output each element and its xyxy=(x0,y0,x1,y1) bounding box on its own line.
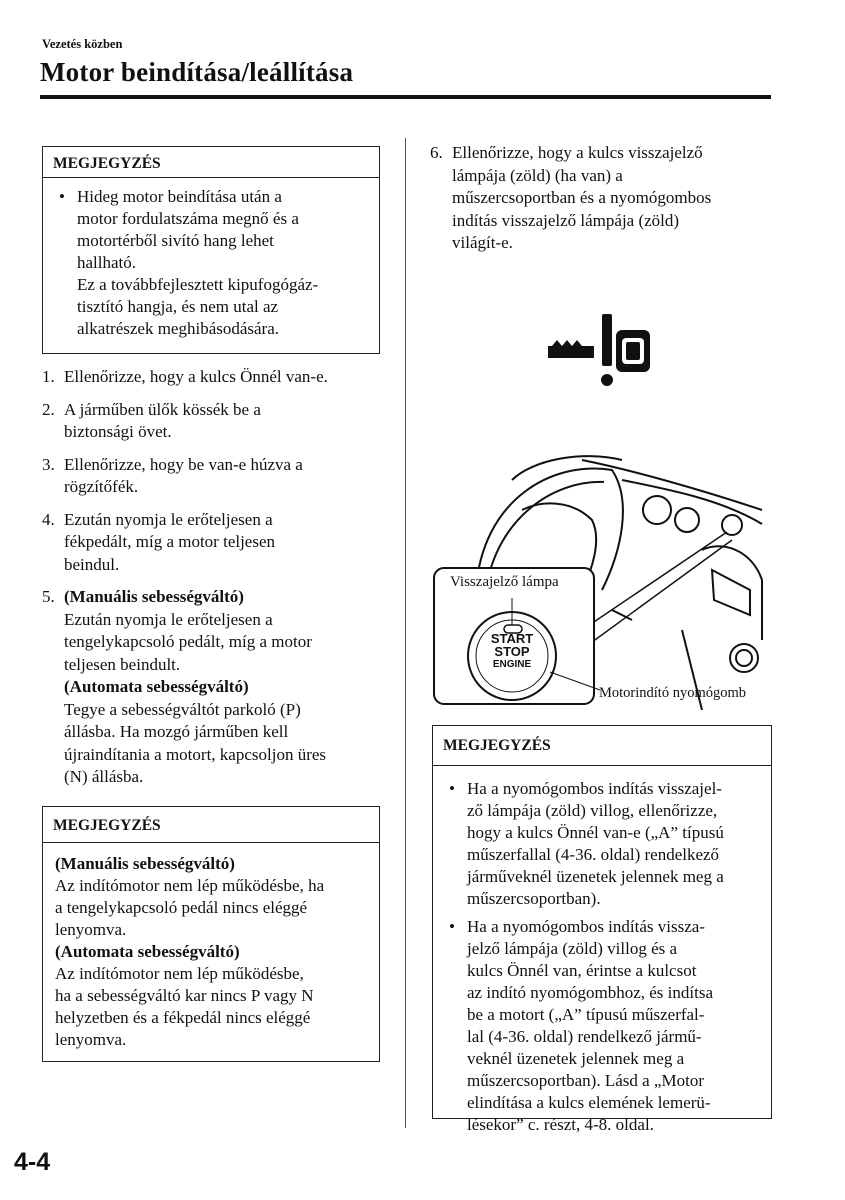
note-line: lenyomva. xyxy=(55,920,127,939)
step-line: (N) állásba. xyxy=(64,767,144,786)
note-line: elindítása a kulcs elemének lemerü- xyxy=(467,1093,711,1112)
note-line: lenyomva. xyxy=(55,1030,127,1049)
step-line: tengelykapcsoló pedált, míg a motor xyxy=(64,632,312,651)
bullet-dot: • xyxy=(59,187,65,206)
step-number: 5. xyxy=(42,587,55,606)
note-line: be a motort („A” típusú műszerfal- xyxy=(467,1005,705,1024)
note-line: hogy a kulcs Önnél van-e („A” típusú xyxy=(467,823,724,842)
note-heading: MEGJEGYZÉS xyxy=(43,147,379,178)
dashboard-top-line xyxy=(582,460,762,510)
step-line: Ezután nyomja le erőteljesen a xyxy=(64,609,273,629)
note-line: műszercsoportban). Lásd a „Motor xyxy=(467,1071,704,1090)
note-line: hallható. xyxy=(77,253,137,272)
step-line: világít-e. xyxy=(452,233,513,252)
note-line: kulcs Önnél van, érintse a kulcsot xyxy=(467,961,697,980)
key-warning-icon xyxy=(548,314,654,390)
note-heading: MEGJEGYZÉS xyxy=(43,807,379,843)
note-line: helyzetben és a fékpedál nincs eléggé xyxy=(55,1008,311,1027)
note-line: lal (4-36. oldal) rendelkező jármű- xyxy=(467,1027,702,1046)
note-box-flashing-indicator xyxy=(432,725,772,1134)
note-bullet xyxy=(445,916,759,1136)
note-box-starter xyxy=(42,806,380,1062)
note-line: műszerfallal (4-36. oldal) rendelkező xyxy=(467,845,720,864)
note-line: Hideg motor beindítása után a xyxy=(77,187,282,206)
step-number: 2. xyxy=(42,399,55,419)
note-subheading: (Automata sebességváltó) xyxy=(55,942,240,961)
page-number: 4-4 xyxy=(14,1148,51,1176)
step-line: A járműben ülők kössék be a xyxy=(64,399,261,419)
note-line: az indító nyomógombhoz, és indítsa xyxy=(467,983,713,1002)
step-line: Ellenőrizze, hogy a kulcs Önnél van-e. xyxy=(64,367,328,386)
step-line: műszercsoportban és a nyomógombos xyxy=(452,188,712,207)
note-line: ha a sebességváltó kar nincs P vagy N xyxy=(55,986,314,1005)
note-line: tisztító hangja, és nem utal az xyxy=(77,297,279,316)
engine-text: ENGINE xyxy=(492,659,532,670)
step-line: állásba. Ha mozgó járműben kell xyxy=(64,722,289,741)
step-subheading: (Manuális sebességváltó) xyxy=(64,587,244,606)
note-line: Ha a nyomógombos indítás visszajel- xyxy=(467,779,722,798)
note-heading: MEGJEGYZÉS xyxy=(433,726,771,766)
step-line: Ezután nyomja le erőteljesen a xyxy=(64,509,273,529)
step-line: újraindítania a motort, kapcsoljon üres xyxy=(64,744,327,764)
step-item xyxy=(42,586,392,789)
note-line: Ha a nyomógombos indítás vissza- xyxy=(467,917,705,936)
step-list-right xyxy=(430,142,775,265)
note-line: veknél üzenetek jelennek meg a xyxy=(467,1049,685,1068)
note-line: műszercsoportban). xyxy=(467,889,601,908)
step-number: 3. xyxy=(42,454,55,474)
note-box-cold-start xyxy=(42,146,380,354)
start-text: START xyxy=(490,631,534,646)
bullet-dot: • xyxy=(449,917,455,936)
note-line: járműveknél üzenetek jelennek meg a xyxy=(467,867,724,886)
step-subheading: (Automata sebességváltó) xyxy=(64,677,249,696)
step-item xyxy=(42,399,392,444)
column-divider xyxy=(405,138,406,1128)
step-line: Tegye a sebességváltót parkoló (P) xyxy=(64,699,301,719)
note-line: Az indítómotor nem lép működésbe, xyxy=(55,964,304,983)
note-line: Az indítómotor nem lép működésbe, ha xyxy=(55,876,325,895)
step-item xyxy=(42,454,392,499)
step-number: 1. xyxy=(42,367,55,386)
note-subheading: (Manuális sebességváltó) xyxy=(55,854,235,873)
step-item xyxy=(42,509,392,577)
note-line: alkatrészek meghibásodására. xyxy=(77,319,280,338)
note-line: motortérből sivító hang lehet xyxy=(77,231,274,250)
step-line: beindul. xyxy=(64,554,120,574)
step-line: teljesen beindult. xyxy=(64,654,181,674)
indicator-lamp-label: Visszajelző lámpa xyxy=(450,574,559,590)
title-rule xyxy=(40,95,771,99)
step-number: 6. xyxy=(430,143,443,162)
note-line: ző lámpája (zöld) villog, ellenőrizze, xyxy=(467,801,718,820)
note-bullet xyxy=(445,778,759,910)
step-line: lámpája (zöld) (ha van) a xyxy=(452,165,623,185)
bullet-dot: • xyxy=(449,779,455,798)
note-line: lésekor” c. részt, 4-8. oldal. xyxy=(467,1115,654,1134)
start-button-text xyxy=(480,632,544,671)
step-line: biztonsági övet. xyxy=(64,422,172,441)
step-line: Ellenőrizze, hogy a kulcs visszajelző xyxy=(452,143,703,162)
step-item xyxy=(430,142,775,255)
step-list xyxy=(42,366,392,799)
note-line: Ez a továbbfejlesztett kipufogógáz- xyxy=(77,275,319,294)
section-label: Vezetés közben xyxy=(42,37,123,51)
start-button-label: Motorindító nyomógomb xyxy=(599,685,747,701)
step-item xyxy=(42,366,392,389)
step-line: indítás visszajelző lámpája (zöld) xyxy=(452,210,680,230)
note-bullet xyxy=(55,186,367,340)
step-number: 4. xyxy=(42,509,55,529)
note-line: a tengelykapcsoló pedál nincs eléggé xyxy=(55,898,308,917)
step-line: Ellenőrizze, hogy be van-e húzva a xyxy=(64,454,303,474)
step-line: rögzítőfék. xyxy=(64,477,139,496)
stop-text: STOP xyxy=(494,644,530,659)
page-title: Motor beindítása/leállítása xyxy=(40,57,354,87)
step-line: fékpedált, míg a motor teljesen xyxy=(64,532,276,551)
note-line: jelző lámpája (zöld) villog és a xyxy=(467,939,678,958)
note-line: motor fordulatszáma megnő és a xyxy=(77,209,299,228)
